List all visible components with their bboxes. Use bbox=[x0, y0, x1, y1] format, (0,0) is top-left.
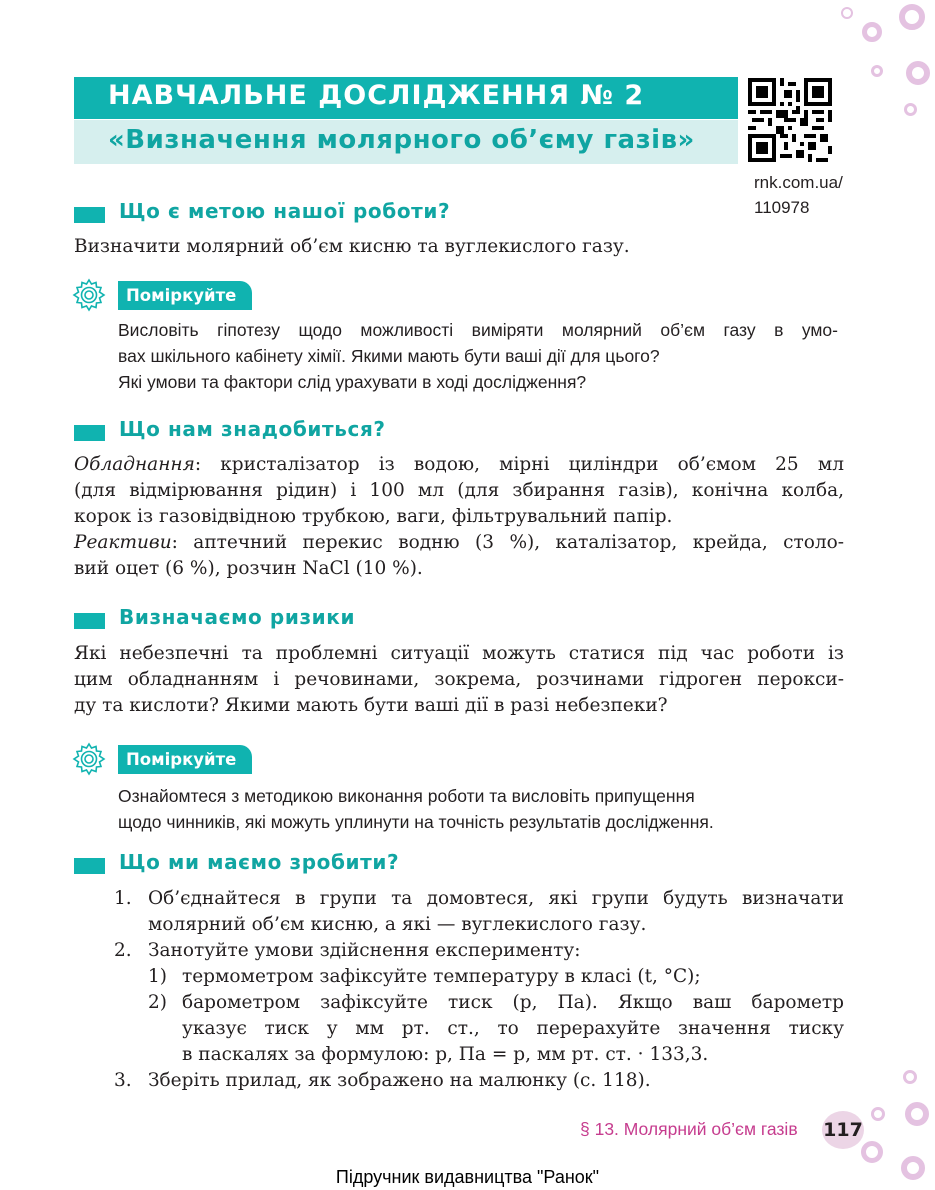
list-item bbox=[74, 964, 844, 990]
section-heading-text: Що нам знадобиться? bbox=[119, 417, 386, 441]
qr-link-line2: 110978 bbox=[754, 198, 810, 217]
think1-line: Висловіть гіпотезу щодо можливості виміряти молярний об’єм газу в умо- bbox=[118, 320, 838, 340]
risks-line: цим обладнанням і речовинами, зокрема, розчинами гідроген перокси- bbox=[74, 669, 844, 690]
decor-dot bbox=[862, 22, 882, 42]
risks-line: Які небезпечні та проблемні ситуації можуть статися під час роботи із bbox=[74, 643, 844, 664]
decor-dot bbox=[871, 65, 883, 77]
think2-text bbox=[118, 783, 838, 835]
substep-line: барометром зафіксуйте тиск (p, Па). Якщо ваш барометр bbox=[182, 992, 844, 1013]
title-banner bbox=[74, 77, 738, 119]
qr-code-icon[interactable] bbox=[748, 78, 832, 162]
step-text: Занотуйте умови здійснення експерименту: bbox=[148, 940, 581, 961]
need-text bbox=[74, 452, 844, 582]
risks-text bbox=[74, 641, 844, 719]
gear-icon bbox=[72, 742, 106, 776]
section-marker bbox=[74, 425, 105, 441]
subtitle-banner bbox=[74, 120, 738, 164]
reagents-line: вий оцет (6 %), розчин NaCl (10 %). bbox=[74, 558, 423, 579]
substep-number: 1) bbox=[148, 966, 167, 987]
qr-link[interactable] bbox=[754, 170, 843, 220]
substep-text bbox=[182, 990, 844, 1068]
running-footer: § 13. Молярний об’єм газів bbox=[580, 1119, 798, 1139]
equipment-label: Обладнання bbox=[74, 454, 195, 475]
think-label-tag bbox=[118, 745, 252, 774]
think-label-tag bbox=[118, 281, 252, 310]
title-line1: НАВЧАЛЬНЕ ДОСЛІДЖЕННЯ № 2 bbox=[108, 80, 645, 111]
goal-text bbox=[74, 234, 844, 260]
section-heading-text: Що ми маємо зробити? bbox=[119, 850, 400, 874]
section-heading-text: Що є метою нашої роботи? bbox=[119, 199, 451, 223]
step-number: 1. bbox=[114, 888, 132, 909]
equipment-line: корок із газовідвідною трубкою, ваги, фільтрувальний папір. bbox=[74, 506, 673, 527]
substep-line: в паскалях за формулою: p, Па = p, мм рт. ст. · 133,3. bbox=[182, 1044, 709, 1065]
step-text: Зберіть прилад, як зображено на малюнку (с. 118). bbox=[148, 1070, 651, 1091]
equipment-text: : кристалізатор із водою, мірні циліндри об’ємом 25 мл bbox=[194, 454, 844, 475]
think1-line: Які умови та фактори слід урахувати в ході дослідження? bbox=[118, 372, 587, 392]
think-label: Поміркуйте bbox=[126, 286, 237, 305]
reagents-text: : аптечний перекис водню (3 %), каталізатор, крейда, столо- bbox=[171, 532, 844, 553]
section-marker bbox=[74, 858, 105, 874]
substep-number: 2) bbox=[148, 992, 167, 1013]
risks-line: ду та кислоти? Якими мають бути ваші дії в разі небезпеки? bbox=[74, 695, 668, 716]
page-number: 117 bbox=[822, 1111, 864, 1149]
list-item bbox=[74, 938, 844, 964]
decor-dot bbox=[904, 103, 917, 116]
step-line: молярний об’єм кисню, а які — вуглекислого газу. bbox=[148, 914, 647, 935]
step-line: Об’єднайтеся в групи та домовтеся, які групи будуть визначати bbox=[148, 888, 844, 909]
step-text bbox=[148, 886, 844, 938]
step-number: 3. bbox=[114, 1070, 132, 1091]
substep-line: указує тиск у мм рт. ст., то перерахуйте значення тиску bbox=[182, 1018, 844, 1039]
think1-line: вах шкільного кабінету хімії. Якими мають бути ваші дії для цього? bbox=[118, 346, 660, 366]
reagents-line bbox=[74, 530, 844, 556]
list-item bbox=[74, 886, 844, 938]
think-label: Поміркуйте bbox=[126, 750, 237, 769]
step-number: 2. bbox=[114, 940, 132, 961]
goal-paragraph: Визначити молярний об’єм кисню та вуглекислого газу. bbox=[74, 236, 630, 257]
section-marker bbox=[74, 613, 105, 629]
decor-dot bbox=[903, 1070, 917, 1084]
decor-dot bbox=[899, 4, 925, 30]
decor-dot bbox=[906, 61, 930, 85]
section-heading-text: Визначаємо ризики bbox=[119, 605, 356, 629]
publisher-caption: Підручник видавництва "Ранок" bbox=[335, 1167, 600, 1187]
decor-dot bbox=[841, 7, 853, 19]
section-marker bbox=[74, 207, 105, 223]
think2-line: Ознайомтеся з методикою виконання роботи та висловіть припущення bbox=[118, 786, 695, 806]
decor-dot bbox=[861, 1141, 883, 1163]
think2-line: щодо чинників, які можуть уплинути на точність результатів дослідження. bbox=[118, 812, 714, 832]
qr-link-line1: rnk.com.ua/ bbox=[754, 173, 843, 192]
steps-list bbox=[74, 886, 844, 1094]
gear-icon bbox=[72, 278, 106, 312]
equipment-line bbox=[74, 452, 844, 478]
substep-text: термометром зафіксуйте температуру в класі (t, °С); bbox=[182, 966, 701, 987]
reagents-label: Реактиви bbox=[74, 532, 172, 553]
decor-dot bbox=[905, 1102, 929, 1126]
think1-text bbox=[118, 317, 838, 395]
equipment-line: (для відмірювання рідин) і 100 мл (для збирання газів), конічна колба, bbox=[74, 480, 844, 501]
list-item bbox=[74, 990, 844, 1068]
list-item bbox=[74, 1068, 844, 1094]
title-line2: «Визначення молярного об’єму газів» bbox=[108, 125, 695, 155]
decor-dot bbox=[871, 1107, 885, 1121]
